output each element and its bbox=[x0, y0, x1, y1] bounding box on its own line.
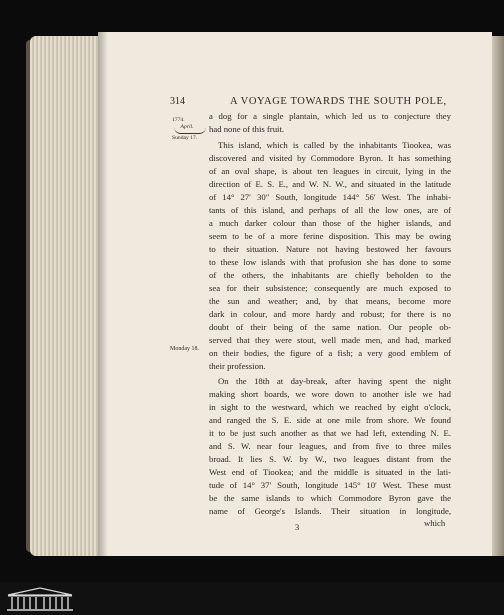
text-line: broad. It lies S. W. by W., two leagues distant from the bbox=[209, 454, 451, 464]
text-line: seem to be of a more ferine disposition. This may be owing bbox=[209, 231, 451, 241]
margin-note-date: Sunday 17. bbox=[172, 135, 198, 141]
text-line: direction of E. S. E., and W. N. W., and situated in the latitude bbox=[209, 179, 451, 189]
signature-mark: 3 bbox=[295, 522, 300, 532]
text-line: a dog for a single plantain, which led us to conjecture they bbox=[209, 111, 451, 121]
page-number: 314 bbox=[170, 96, 185, 107]
text-line: of 14° 27′ 30″ South, longitude 144° 56′ West. The inhabi- bbox=[209, 192, 451, 202]
text-line: be the same islands to which Commodore Byron gave the bbox=[209, 493, 451, 503]
text-line: making short boards, we wore down to another isle we had bbox=[209, 389, 451, 399]
page-edges-stack bbox=[30, 36, 102, 556]
text-line: in sight to the westward, which we reached by eight o'clock, bbox=[209, 402, 451, 412]
building-facade-icon bbox=[4, 586, 76, 613]
text-line: served that they were stout, well made men, and had, marked bbox=[209, 335, 451, 345]
text-line: of an oval shape, is about ten leagues in circuit, lying in the bbox=[209, 166, 451, 176]
catchword: which bbox=[424, 518, 446, 528]
text-line: had none of this fruit. bbox=[209, 124, 285, 134]
text-line: This island, which is called by the inhabitants Tiookea, was bbox=[218, 140, 451, 150]
text-line: tants of this island, and perhaps of all the low ones, are of bbox=[209, 205, 451, 215]
text-line: and ranged the S. E. side at one mile from shore. We found bbox=[209, 415, 451, 425]
text-line: of the others, the inhabitants are chiefly beholden to the bbox=[209, 270, 451, 280]
text-line: discovered and visited by Commodore Byron. It has something bbox=[209, 153, 451, 163]
text-line: the sun and weather; and, by that means, become more bbox=[209, 296, 451, 306]
text-line: West end of Tiookea; and the middle is situated in the lati- bbox=[209, 467, 451, 477]
margin-note-date: Monday 18. bbox=[170, 346, 199, 352]
facing-page-edge bbox=[490, 36, 504, 556]
text-line: to their situation. Nature not having bestowed her favours bbox=[209, 244, 451, 254]
text-line: their profession. bbox=[209, 361, 266, 371]
text-line: On the 18th at day-break, after having spent the night bbox=[218, 376, 451, 386]
text-line: on their bodies, the figure of a fish; a very good emblem of bbox=[209, 348, 451, 358]
text-line: it to be just such another as that we had left, extending N. E. bbox=[209, 428, 451, 438]
margin-brace bbox=[174, 127, 206, 134]
text-line: a much darker colour than those of the higher islands, and bbox=[209, 218, 451, 228]
text-line: doubt of their being of the same nation. Our people ob- bbox=[209, 322, 451, 332]
text-line: and S. W. near four leagues, and from five to three miles bbox=[209, 441, 451, 451]
text-line: name of George's Islands. Their situation in longitude, bbox=[209, 506, 451, 516]
text-line: tude of 14° 37′ South, longitude 145° 10′ West. These must bbox=[209, 480, 451, 490]
text-line: dark in colour, and more hardy and robust; for there is no bbox=[209, 309, 451, 319]
margin-note-month: April. bbox=[180, 124, 194, 130]
text-line: sea for their subsistence; consequently are much exposed to bbox=[209, 283, 451, 293]
running-head: A VOYAGE TOWARDS THE SOUTH POLE, bbox=[230, 96, 447, 107]
text-line: to these low islands with that profusion she has done to some bbox=[209, 257, 451, 267]
margin-note-year: 1774. bbox=[172, 117, 185, 123]
